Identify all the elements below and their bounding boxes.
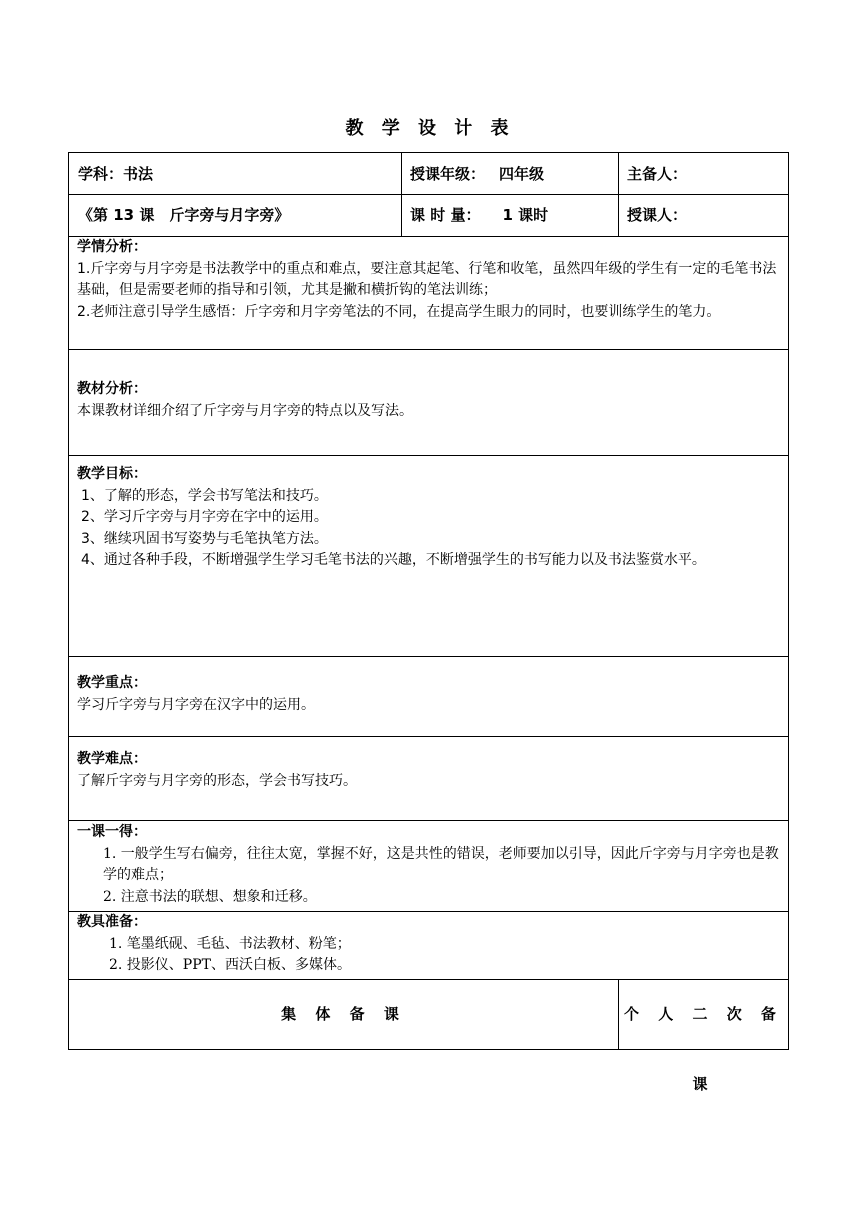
key-points-text: 学习斤字旁与月字旁在汉字中的运用。: [77, 696, 315, 713]
student-analysis-line: 1.斤字旁与月字旁是书法教学中的重点和难点，要注意其起笔、行笔和收笔，虽然四年级的学生有一定的毛笔书法基础，但是需要老师的指导和引领，尤其是撇和横折钩的笔法训练；: [77, 260, 777, 298]
goal-item: 3、继续巩固书写姿势与毛笔执笔方法。: [81, 530, 328, 547]
column-divider: [401, 153, 402, 236]
tools-item: 2. 投影仪、PPT、西沃白板、多媒体。: [109, 957, 351, 973]
teaching-goals-heading: 教学目标：: [77, 466, 147, 482]
key-points-heading: 教学重点：: [77, 675, 147, 691]
key-points-section: [77, 673, 780, 716]
difficulties-heading: 教学难点：: [77, 751, 147, 767]
grade-cell: [410, 164, 544, 184]
grade-value: 四年级: [499, 165, 545, 183]
lesson-title-cell: 《第 13 课 斤字旁与月字旁》: [78, 206, 290, 224]
hours-cell: [410, 205, 548, 225]
tools-section: [77, 912, 780, 977]
column-divider: [618, 153, 619, 236]
material-analysis-text: 本课教材详细介绍了斤字旁与月字旁的特点以及写法。: [77, 402, 413, 419]
student-analysis-section: [77, 237, 780, 323]
reflection-section: [77, 822, 780, 908]
row-divider: [69, 736, 788, 737]
lesson-design-table: [68, 152, 789, 1093]
row-divider: [69, 194, 788, 195]
reflection-item: 1. 一般学生写右偏旁，往往太宽，掌握不好，这是共性的错误，老师要加以引导，因此斤字旁与月字旁也是教学的难点；: [103, 845, 779, 883]
row-divider: [69, 349, 788, 350]
collective-prep-cell: 集 体 备 课: [281, 1005, 406, 1023]
difficulties-text: 了解斤字旁与月字旁的形态，学会书写技巧。: [77, 772, 357, 789]
reflection-item: 2. 注意书法的联想、想象和迁移。: [103, 888, 317, 905]
material-analysis-heading: 教材分析：: [77, 381, 147, 397]
row-divider: [69, 455, 788, 456]
difficulties-section: [77, 749, 780, 792]
goal-item: 1、了解的形态，学会书写笔法和技巧。: [81, 487, 328, 504]
subject-cell: 学科：书法: [78, 165, 154, 183]
student-analysis-heading: 学情分析：: [77, 239, 147, 255]
tools-item: 1. 笔墨纸砚、毛毡、书法教材、粉笔；: [109, 935, 351, 952]
material-analysis-section: [77, 379, 780, 422]
grade-label: 授课年级：: [410, 165, 486, 183]
preparer-cell: 主备人：: [627, 165, 688, 183]
hours-label: 课 时 量：: [410, 206, 481, 224]
teacher-cell: 授课人：: [627, 206, 688, 224]
teaching-goals-section: [77, 464, 780, 572]
reflection-heading: 一课一得：: [77, 824, 147, 840]
goal-item: 4、通过各种手段，不断增强学生学习毛笔书法的兴趣，不断增强学生的书写能力以及书法鉴赏水平。: [81, 552, 706, 568]
hours-value: 1 课时: [502, 206, 549, 224]
row-divider: [69, 820, 788, 821]
tools-heading: 教具准备：: [77, 914, 147, 930]
goal-item: 2、学习斤字旁与月字旁在字中的运用。: [81, 509, 328, 525]
row-divider: [69, 656, 788, 657]
personal-prep-cell: 个 人 二 次 备 课: [624, 1005, 783, 1093]
student-analysis-line: 2.老师注意引导学生感悟：斤字旁和月字旁笔法的不同，在提高学生眼力的同时，也要训练学生的笔力。: [77, 303, 721, 320]
page-title: 教 学 设 计 表: [345, 118, 515, 139]
